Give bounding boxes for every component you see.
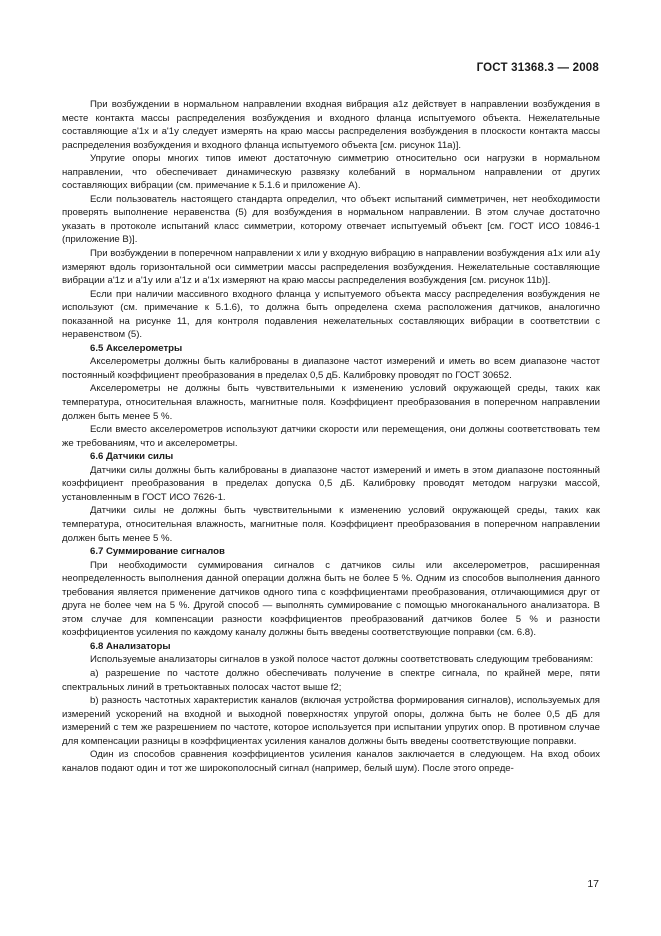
document-body xyxy=(62,98,600,775)
paragraph: Акселерометры должны быть калиброваны в диапазоне частот измерений и иметь во всем диапазоне частот постоянный коэффициент преобразования в пределах 0,5 дБ. Калибровку проводят по ГОСТ 30652. xyxy=(62,356,600,381)
paragraph: Если пользователь настоящего стандарта определил, что объект испытаний симметричен, нет необходимости проверять выполнение неравенства (5) для возбуждения в нормальном направлении. В этом случае достаточно указать в протоколе испытаний класс симметрии, которому отвечает испытуемый объект [см. ГОСТ ИСО 10846-1 (приложение В)]. xyxy=(62,193,600,246)
list-item: a) разрешение по частоте должно обеспечивать получение в спектре сигнала, по крайней мере, пяти спектральных линий в третьоктавных полосах частот выше f2; xyxy=(62,667,600,693)
paragraph: Датчики силы должны быть калиброваны в диапазоне частот измерений и иметь в этом диапазоне постоянный коэффициент преобразования в пределах допуска 0,5 дБ. Калибровку проводят методом нагрузки массой, установленным в ГОСТ ИСО 7626-1. xyxy=(62,464,600,503)
paragraph: Упругие опоры многих типов имеют достаточную симметрию относительно оси нагрузки в нормальном направлении, что обеспечивает динамическую развязку колебаний в нормальном направлении от других составляющих вибрации (см. примечание к 5.1.6 и приложение А). xyxy=(62,153,600,192)
paragraph: Акселерометры не должны быть чувствительными к изменению условий окружающей среды, таких как температура, относительная влажность, магнитные поля. Коэффициент преобразования в поперечном направлении должен быть менее 5 %. xyxy=(62,383,600,422)
section-heading-force-sensors: 6.6 Датчики силы xyxy=(90,451,174,463)
document-header: ГОСТ 31368.3 — 2008 xyxy=(476,62,599,74)
paragraph: Если при наличии массивного входного фланца у испытуемого объекта массу распределения возбуждения не используют (см. примечание к 5.1.6), то должна быть определена схема расположения датчиков, аналогично показанной на рисунке 11, для контроля подавления нежелательных составляющих вибрации в соответствии с неравенством (5). xyxy=(62,288,600,341)
section-heading-signal-summation: 6.7 Суммирование сигналов xyxy=(90,546,225,558)
list-item: b) разность частотных характеристик каналов (включая устройства формирования сигналов), используемых для измерений ускорений на входной и выходной поверхностях упругой опоры, должна быть не более 0,5 дБ для измерений с тем же разрешением по частоте, которое используется при испытании упругих опор. В противном случае для компенсации разницы в коэффициентах усиления каналов должны быть введены соответствующие поправки. xyxy=(62,695,600,747)
paragraph: При необходимости суммирования сигналов с датчиков силы или акселерометров, расширенная неопределенность выполнения данной операции должна быть не более 5 %. Одним из способов выполнения данного требования является применение датчиков одного типа с коэффициентами преобразования, отличающимися друг от друга не более чем на 5 %. Другой способ — выполнять суммирование с помощью многоканального анализатора. В этом случае для компенсации разности коэффициентов преобразований датчиков более 5 % и разности коэффициентов усиления по каждому каналу должны быть введены соответствующие поправки (см. 6.8). xyxy=(62,559,600,639)
paragraph: Датчики силы не должны быть чувствительными к изменению условий окружающей среды, таких как температура, относительная влажность, магнитные поля. Коэффициент преобразования в поперечном направлении должен быть менее 5 %. xyxy=(62,505,600,544)
section-heading-accelerometers: 6.5 Акселерометры xyxy=(90,342,183,354)
paragraph: Если вместо акселерометров используют датчики скорости или перемещения, они должны соответствовать тем же требованиям, что и акселерометры. xyxy=(62,424,600,449)
section-heading-analyzers: 6.8 Анализаторы xyxy=(90,640,171,652)
paragraph: При возбуждении в поперечном направлении x или y входную вибрацию в направлении возбуждения a1x или a1y измеряют вдоль горизонтальной оси симметрии массы распределения возбуждения. Нежелательные составляющие вибрации a'1z и a'1y или a'1z и a'1x измеряют на краю массы распределения возбуждения [см. рисунок 11b)]. xyxy=(62,248,600,287)
paragraph: Используемые анализаторы сигналов в узкой полосе частот должны соответствовать следующим требованиям: xyxy=(90,654,594,666)
page-number: 17 xyxy=(587,878,599,890)
paragraph: При возбуждении в нормальном направлении входная вибрация a1z действует в направлении возбуждения в месте контакта массы распределения возбуждения и входного фланца испытуемого объекта. Нежелательные составляющие a'1x и a'1y следует измерять на краю массы распределения возбуждения в плоскости контакта массы распределения возбуждения и входного фланца испытуемого объекта [см. рисунок 11a)]. xyxy=(62,99,600,151)
paragraph: Один из способов сравнения коэффициентов усиления каналов заключается в следующем. На вход обоих каналов подают один и тот же широкополосный сигнал (например, белый шум). После этого опреде- xyxy=(62,749,600,774)
